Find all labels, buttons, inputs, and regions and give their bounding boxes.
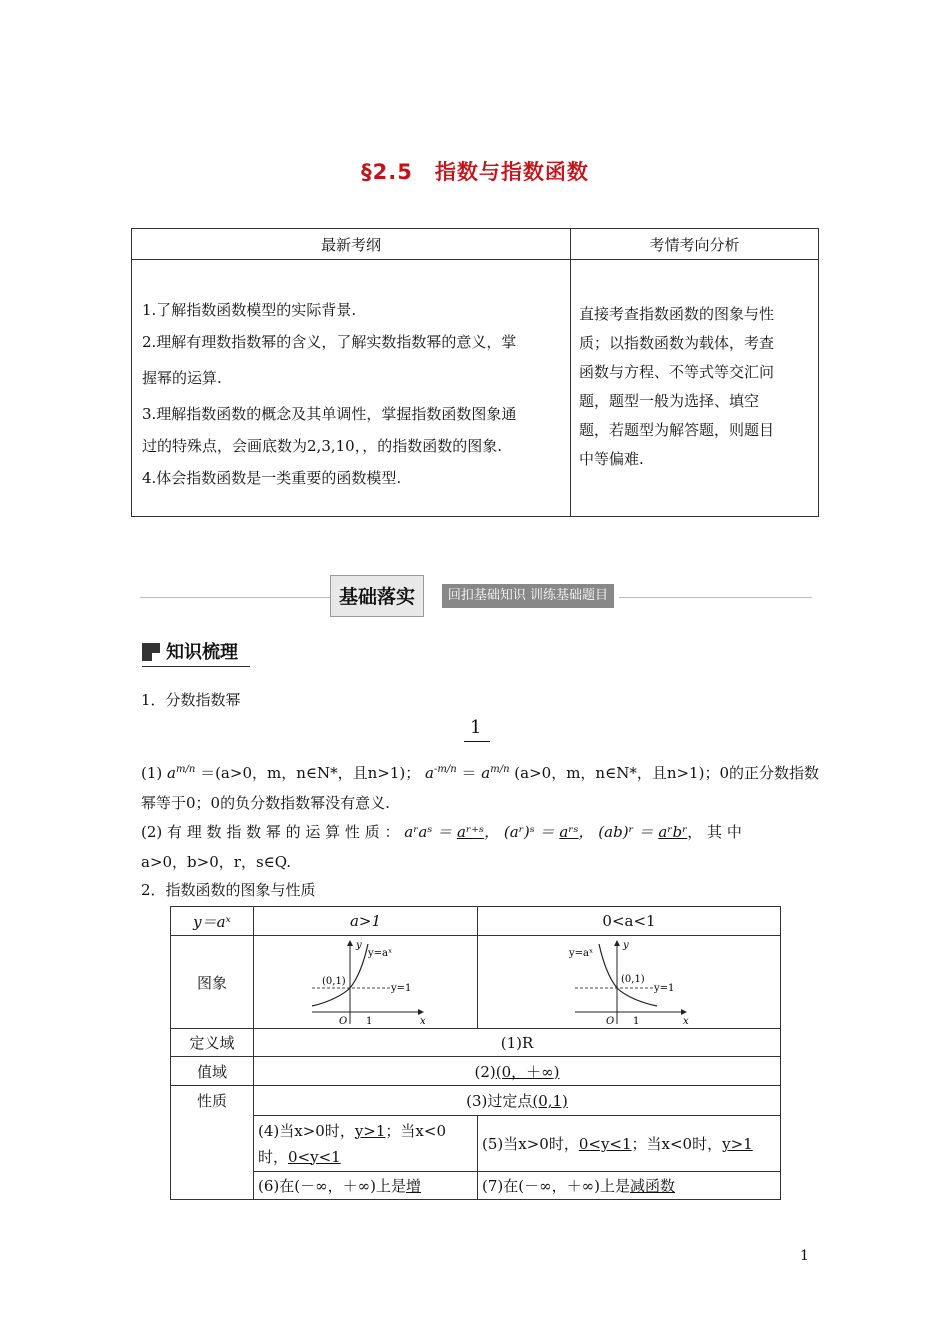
answer-blank: 0<y<1 — [288, 1147, 341, 1166]
function-label: y=aˣ — [569, 948, 594, 959]
fraction-numerator: 1 — [470, 717, 482, 738]
row-label-graph: 图象 — [171, 936, 254, 1029]
rule-lhs: ， (ab)ʳ ＝ — [578, 823, 654, 841]
power-a-m-over-n: $a^{m/n}$ — [167, 764, 196, 782]
col-header-a-gt-1: a>1 — [254, 907, 478, 936]
header-analysis: 考情考向分析 — [571, 229, 819, 260]
prop-monotonic-dec — [478, 1172, 781, 1200]
requirement-item: 1.了解指数函数模型的实际背景. — [142, 301, 357, 319]
requirement-item: 握幂的运算. — [142, 369, 222, 387]
prop-fixed-point — [254, 1086, 781, 1116]
banner-main: 基础落实 — [330, 575, 424, 617]
formula-condition: ＝(a>0，m，n∈N*，且n>1)； — [200, 764, 421, 782]
power-denominator: $a^{m/n}$ — [481, 764, 510, 782]
answer-blank: 增 — [405, 1177, 421, 1195]
analysis-line: 质；以指数函数为载体，考查 — [579, 334, 775, 352]
row-label-range: 值域 — [171, 1057, 254, 1086]
prop-decreasing-values — [478, 1116, 781, 1172]
exp-function-table — [170, 906, 781, 1200]
prop-text: ；当x<0 — [385, 1121, 446, 1140]
row-label-properties: 性质 — [171, 1086, 254, 1200]
formula-line-2: 幂等于0；0的负分数指数幂没有意义. — [141, 794, 390, 812]
line-label: y=1 — [654, 983, 675, 994]
domain-value: (1)R — [254, 1029, 781, 1057]
header-syllabus: 最新考纲 — [132, 229, 571, 260]
origin-label: O — [606, 1016, 615, 1026]
square-icon — [142, 643, 160, 661]
answer-blank: aʳˢ — [559, 823, 579, 841]
graph-decreasing-svg — [569, 938, 689, 1026]
s1-heading: 1．分数指数幂 — [141, 691, 241, 709]
page-title — [0, 156, 950, 186]
requirements-list — [132, 260, 571, 517]
axis-y-label: y — [355, 940, 362, 951]
page-number: 1 — [800, 1248, 809, 1264]
requirement-item: 3.理解指数函数的概念及其单调性，掌握指数函数图象通 — [142, 405, 517, 423]
requirement-item: 过的特殊点，会画底数为2,3,10，，的指数函数的图象. — [142, 437, 502, 455]
answer-blank: (0,1) — [532, 1092, 568, 1110]
analysis-text — [571, 260, 819, 517]
equals-sign: ＝ — [461, 764, 477, 782]
rule-lhs: ， (aʳ)ˢ ＝ — [484, 823, 555, 841]
tick-one-label: 1 — [633, 1016, 640, 1026]
graph-increasing — [254, 936, 478, 1029]
prop-text: 时， — [258, 1147, 289, 1166]
requirement-item: 4.体会指数函数是一类重要的函数模型. — [142, 469, 402, 487]
formula-condition: (a>0，m，n∈N*，且n>1)；0的正分数指数 — [514, 764, 819, 782]
analysis-line: 题，题型一般为选择、填空 — [579, 392, 760, 410]
formula-line-4: a>0，b>0，r，s∈Q. — [141, 853, 292, 871]
requirements-table — [131, 228, 819, 517]
requirement-item: 2.理解有理数指数幂的含义，了解实数指数幂的意义，掌 — [142, 333, 517, 351]
prop-prefix: (3)过定点 — [466, 1092, 533, 1110]
range-value — [254, 1057, 781, 1086]
formula-line-3 — [141, 821, 821, 842]
range-prefix: (2) — [474, 1062, 496, 1081]
rule-text: ， 其 中 — [687, 823, 742, 841]
axis-x-label: x — [419, 1016, 426, 1026]
prop-text: (4)当x>0时， — [258, 1121, 355, 1140]
prop-increasing-values — [254, 1116, 478, 1172]
answer-blank: 减函数 — [629, 1177, 675, 1195]
prop-monotonic-inc — [254, 1172, 478, 1200]
section-number: §2.5 — [361, 160, 413, 184]
banner — [330, 575, 619, 617]
line-label: y=1 — [390, 983, 411, 994]
power-a-neg-m-over-n: $a^{-m/n}$ — [425, 764, 457, 782]
answer-blank: (0，＋∞) — [495, 1062, 560, 1081]
section-title: 指数与指数函数 — [434, 160, 589, 184]
answer-blank: aʳbʳ — [658, 823, 688, 841]
origin-label: O — [338, 1016, 347, 1026]
col-header-function: y＝aˣ — [171, 907, 254, 936]
s2-heading: 2．指数函数的图象与性质 — [141, 881, 316, 899]
banner-sub: 回扣基础知识 训练基础题目 — [442, 584, 614, 608]
analysis-line: 直接考查指数函数的图象与性 — [579, 305, 775, 323]
row-label-domain: 定义域 — [171, 1029, 254, 1057]
function-label: y=aˣ — [367, 948, 392, 959]
prop-text: ；当x<0时， — [631, 1135, 723, 1153]
tick-one-label: 1 — [365, 1016, 372, 1026]
analysis-line: 中等偏难. — [579, 450, 644, 468]
answer-blank: 0<y<1 — [578, 1135, 632, 1153]
formula-line-1 — [141, 762, 821, 783]
analysis-line: 函数与方程、不等式等交汇问 — [579, 363, 775, 381]
prop-text: (7)在(－∞，＋∞)上是 — [482, 1177, 630, 1195]
prop-text: (5)当x>0时， — [482, 1135, 579, 1153]
section-heading-text: 知识梳理 — [166, 642, 238, 663]
point-label: (0,1) — [321, 976, 346, 987]
axis-y-label: y — [623, 940, 629, 951]
axis-x-label: x — [683, 1016, 689, 1026]
item-label: (1) — [141, 764, 163, 782]
fraction-bar — [464, 741, 490, 742]
section-heading — [142, 638, 250, 667]
col-header-a-lt-1: 0<a<1 — [478, 907, 781, 936]
graph-decreasing — [478, 936, 781, 1029]
analysis-line: 题，若题型为解答题，则题目 — [579, 421, 775, 439]
rule-lhs: aʳaˢ ＝ — [404, 823, 453, 841]
answer-blank: y>1 — [722, 1135, 753, 1153]
prop-text: (6)在(－∞，＋∞)上是 — [258, 1177, 406, 1195]
graph-increasing-svg — [306, 938, 426, 1026]
point-label: (0,1) — [621, 974, 645, 985]
answer-blank: y>1 — [354, 1121, 386, 1140]
answer-blank: aʳ⁺ˢ — [456, 823, 485, 841]
rule-text: (2) 有 理 数 指 数 幂 的 运 算 性 质 ： — [141, 823, 400, 841]
